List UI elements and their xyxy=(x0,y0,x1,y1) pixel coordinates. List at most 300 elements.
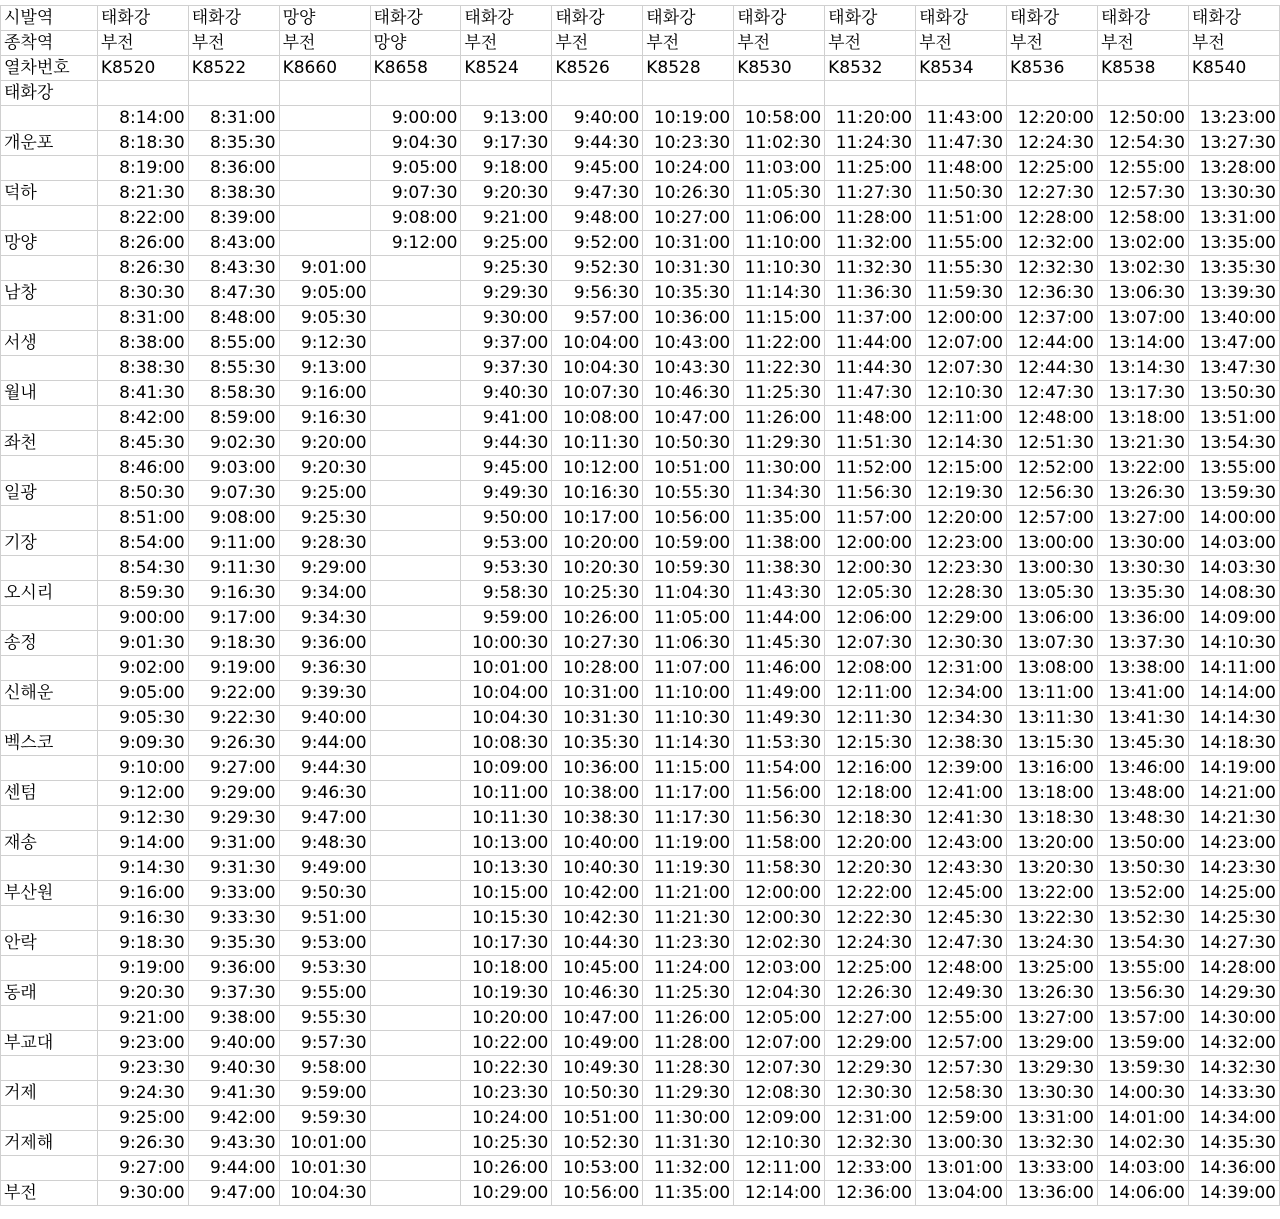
time-cell[interactable]: 12:11:00 xyxy=(825,681,916,706)
station-name-cell[interactable] xyxy=(1,306,98,331)
time-cell[interactable] xyxy=(370,506,461,531)
time-cell[interactable]: 9:49:00 xyxy=(279,856,370,881)
time-cell[interactable]: 11:25:30 xyxy=(643,981,734,1006)
station-name-cell[interactable] xyxy=(1,1056,98,1081)
time-cell[interactable]: 10:20:30 xyxy=(552,556,643,581)
time-cell[interactable]: 12:43:30 xyxy=(916,856,1007,881)
time-cell[interactable]: 13:04:00 xyxy=(916,1181,1007,1206)
time-cell[interactable]: 14:34:00 xyxy=(1188,1106,1279,1131)
time-cell[interactable]: 11:55:00 xyxy=(916,231,1007,256)
time-cell[interactable]: 11:45:30 xyxy=(734,631,825,656)
header-cell[interactable]: 부전 xyxy=(188,31,279,56)
time-cell[interactable]: 12:00:30 xyxy=(734,906,825,931)
time-cell[interactable]: 9:00:00 xyxy=(370,106,461,131)
time-cell[interactable]: 12:14:30 xyxy=(916,431,1007,456)
time-cell[interactable]: 9:38:00 xyxy=(188,1006,279,1031)
time-cell[interactable]: 9:42:00 xyxy=(188,1106,279,1131)
time-cell[interactable]: 10:22:00 xyxy=(461,1031,552,1056)
time-cell[interactable]: 11:03:00 xyxy=(734,156,825,181)
time-cell[interactable]: 9:41:30 xyxy=(188,1081,279,1106)
time-cell[interactable]: 9:27:00 xyxy=(97,1156,188,1181)
time-cell[interactable]: 12:07:30 xyxy=(734,1056,825,1081)
station-name-cell[interactable]: 부교대 xyxy=(1,1031,98,1056)
time-cell[interactable] xyxy=(370,456,461,481)
time-cell[interactable]: 8:58:30 xyxy=(188,381,279,406)
time-cell[interactable]: 11:28:30 xyxy=(643,1056,734,1081)
time-cell[interactable]: 14:39:00 xyxy=(1188,1181,1279,1206)
time-cell[interactable]: 14:32:00 xyxy=(1188,1031,1279,1056)
time-cell[interactable]: 13:27:30 xyxy=(1188,131,1279,156)
time-cell[interactable]: 13:36:00 xyxy=(1007,1181,1098,1206)
header-cell[interactable]: 태화강 xyxy=(825,6,916,31)
time-cell[interactable]: 11:36:30 xyxy=(825,281,916,306)
time-cell[interactable]: 10:26:30 xyxy=(643,181,734,206)
time-cell[interactable]: 9:29:00 xyxy=(279,556,370,581)
time-cell[interactable] xyxy=(370,581,461,606)
time-cell[interactable]: 8:54:00 xyxy=(97,531,188,556)
time-cell[interactable]: 12:58:30 xyxy=(916,1081,1007,1106)
time-cell[interactable]: 13:50:30 xyxy=(1097,856,1188,881)
time-cell[interactable] xyxy=(1007,81,1098,106)
station-name-cell[interactable]: 재송 xyxy=(1,831,98,856)
time-cell[interactable]: 12:20:30 xyxy=(825,856,916,881)
time-cell[interactable]: 10:42:30 xyxy=(552,906,643,931)
time-cell[interactable]: 11:28:00 xyxy=(825,206,916,231)
header-cell[interactable]: 태화강 xyxy=(1097,6,1188,31)
time-cell[interactable]: 10:16:30 xyxy=(552,481,643,506)
time-cell[interactable]: 12:39:00 xyxy=(916,756,1007,781)
time-cell[interactable]: 12:52:00 xyxy=(1007,456,1098,481)
time-cell[interactable]: 12:32:00 xyxy=(1007,231,1098,256)
time-cell[interactable]: 10:27:00 xyxy=(643,206,734,231)
time-cell[interactable]: 9:27:00 xyxy=(188,756,279,781)
time-cell[interactable]: 14:09:00 xyxy=(1188,606,1279,631)
time-cell[interactable]: 12:45:00 xyxy=(916,881,1007,906)
time-cell[interactable]: 9:05:00 xyxy=(370,156,461,181)
time-cell[interactable]: 13:18:00 xyxy=(1097,406,1188,431)
time-cell[interactable]: 12:28:30 xyxy=(916,581,1007,606)
time-cell[interactable]: 13:27:00 xyxy=(1007,1006,1098,1031)
time-cell[interactable]: 9:04:30 xyxy=(370,131,461,156)
time-cell[interactable]: 9:59:30 xyxy=(279,1106,370,1131)
time-cell[interactable]: 13:47:00 xyxy=(1188,331,1279,356)
time-cell[interactable]: 11:51:30 xyxy=(825,431,916,456)
time-cell[interactable]: 9:44:30 xyxy=(461,431,552,456)
time-cell[interactable]: 13:17:30 xyxy=(1097,381,1188,406)
time-cell[interactable]: 13:11:30 xyxy=(1007,706,1098,731)
time-cell[interactable]: 11:15:00 xyxy=(643,756,734,781)
time-cell[interactable]: 11:35:00 xyxy=(643,1181,734,1206)
time-cell[interactable]: 13:56:30 xyxy=(1097,981,1188,1006)
time-cell[interactable] xyxy=(97,81,188,106)
time-cell[interactable]: 10:49:30 xyxy=(552,1056,643,1081)
time-cell[interactable]: 13:32:30 xyxy=(1007,1131,1098,1156)
time-cell[interactable]: 12:47:30 xyxy=(916,931,1007,956)
time-cell[interactable] xyxy=(370,381,461,406)
time-cell[interactable] xyxy=(370,681,461,706)
time-cell[interactable]: 9:05:00 xyxy=(279,281,370,306)
time-cell[interactable]: 8:46:00 xyxy=(97,456,188,481)
time-cell[interactable]: 14:03:30 xyxy=(1188,556,1279,581)
time-cell[interactable]: 11:10:30 xyxy=(734,256,825,281)
time-cell[interactable] xyxy=(370,356,461,381)
time-cell[interactable]: 11:44:30 xyxy=(825,356,916,381)
time-cell[interactable] xyxy=(370,1156,461,1181)
time-cell[interactable]: 13:48:00 xyxy=(1097,781,1188,806)
station-name-cell[interactable]: 좌천 xyxy=(1,431,98,456)
time-cell[interactable]: 12:06:00 xyxy=(825,606,916,631)
time-cell[interactable] xyxy=(370,406,461,431)
time-cell[interactable]: 13:36:00 xyxy=(1097,606,1188,631)
header-cell[interactable]: K8536 xyxy=(1007,56,1098,81)
time-cell[interactable]: 13:22:30 xyxy=(1007,906,1098,931)
header-cell[interactable]: 태화강 xyxy=(552,6,643,31)
time-cell[interactable]: 13:26:30 xyxy=(1097,481,1188,506)
time-cell[interactable] xyxy=(370,1056,461,1081)
time-cell[interactable]: 9:39:30 xyxy=(279,681,370,706)
time-cell[interactable]: 11:51:00 xyxy=(916,206,1007,231)
time-cell[interactable]: 14:00:00 xyxy=(1188,506,1279,531)
time-cell[interactable]: 8:30:30 xyxy=(97,281,188,306)
time-cell[interactable]: 10:04:30 xyxy=(279,1181,370,1206)
time-cell[interactable]: 9:08:00 xyxy=(370,206,461,231)
time-cell[interactable]: 10:22:30 xyxy=(461,1056,552,1081)
time-cell[interactable]: 10:19:30 xyxy=(461,981,552,1006)
time-cell[interactable]: 10:52:30 xyxy=(552,1131,643,1156)
time-cell[interactable]: 12:02:30 xyxy=(734,931,825,956)
time-cell[interactable]: 12:10:30 xyxy=(734,1131,825,1156)
time-cell[interactable]: 10:15:30 xyxy=(461,906,552,931)
time-cell[interactable]: 12:11:00 xyxy=(734,1156,825,1181)
time-cell[interactable]: 12:08:00 xyxy=(825,656,916,681)
time-cell[interactable]: 9:53:00 xyxy=(461,531,552,556)
time-cell[interactable]: 11:05:00 xyxy=(643,606,734,631)
time-cell[interactable]: 14:21:00 xyxy=(1188,781,1279,806)
time-cell[interactable]: 9:49:30 xyxy=(461,481,552,506)
time-cell[interactable]: 10:58:00 xyxy=(734,106,825,131)
time-cell[interactable]: 14:03:00 xyxy=(1188,531,1279,556)
time-cell[interactable]: 12:56:30 xyxy=(1007,481,1098,506)
time-cell[interactable]: 12:16:00 xyxy=(825,756,916,781)
time-cell[interactable]: 11:14:30 xyxy=(643,731,734,756)
time-cell[interactable]: 8:47:30 xyxy=(188,281,279,306)
time-cell[interactable]: 12:43:00 xyxy=(916,831,1007,856)
header-cell[interactable]: 부전 xyxy=(825,31,916,56)
time-cell[interactable]: 13:29:00 xyxy=(1007,1031,1098,1056)
time-cell[interactable]: 11:26:00 xyxy=(734,406,825,431)
time-cell[interactable]: 10:23:30 xyxy=(643,131,734,156)
time-cell[interactable]: 11:59:30 xyxy=(916,281,1007,306)
station-name-cell[interactable]: 송정 xyxy=(1,631,98,656)
time-cell[interactable]: 10:31:30 xyxy=(552,706,643,731)
time-cell[interactable]: 11:25:30 xyxy=(734,381,825,406)
time-cell[interactable]: 12:33:00 xyxy=(825,1156,916,1181)
time-cell[interactable]: 9:36:00 xyxy=(279,631,370,656)
time-cell[interactable]: 11:43:00 xyxy=(916,106,1007,131)
time-cell[interactable] xyxy=(370,656,461,681)
time-cell[interactable] xyxy=(370,731,461,756)
time-cell[interactable]: 11:56:30 xyxy=(734,806,825,831)
time-cell[interactable]: 9:52:30 xyxy=(552,256,643,281)
time-cell[interactable]: 11:48:00 xyxy=(825,406,916,431)
time-cell[interactable]: 9:37:30 xyxy=(188,981,279,1006)
time-cell[interactable]: 9:21:00 xyxy=(97,1006,188,1031)
time-cell[interactable]: 12:07:00 xyxy=(916,331,1007,356)
time-cell[interactable]: 9:33:30 xyxy=(188,906,279,931)
time-cell[interactable]: 8:59:00 xyxy=(188,406,279,431)
time-cell[interactable]: 12:32:30 xyxy=(1007,256,1098,281)
time-cell[interactable]: 11:47:30 xyxy=(825,381,916,406)
time-cell[interactable]: 10:46:30 xyxy=(552,981,643,1006)
time-cell[interactable]: 11:30:00 xyxy=(734,456,825,481)
time-cell[interactable]: 10:04:30 xyxy=(552,356,643,381)
time-cell[interactable]: 9:24:30 xyxy=(97,1081,188,1106)
time-cell[interactable]: 11:44:00 xyxy=(825,331,916,356)
time-cell[interactable]: 12:03:00 xyxy=(734,956,825,981)
time-cell[interactable]: 12:11:30 xyxy=(825,706,916,731)
time-cell[interactable]: 12:29:00 xyxy=(916,606,1007,631)
time-cell[interactable]: 13:31:00 xyxy=(1188,206,1279,231)
time-cell[interactable] xyxy=(279,206,370,231)
time-cell[interactable]: 12:31:00 xyxy=(825,1106,916,1131)
time-cell[interactable]: 10:27:30 xyxy=(552,631,643,656)
time-cell[interactable]: 9:58:00 xyxy=(279,1056,370,1081)
time-cell[interactable]: 12:30:30 xyxy=(825,1081,916,1106)
time-cell[interactable] xyxy=(370,331,461,356)
station-name-cell[interactable]: 동래 xyxy=(1,981,98,1006)
station-name-cell[interactable] xyxy=(1,806,98,831)
time-cell[interactable]: 9:22:30 xyxy=(188,706,279,731)
station-name-cell[interactable] xyxy=(1,1106,98,1131)
time-cell[interactable]: 13:06:00 xyxy=(1007,606,1098,631)
time-cell[interactable]: 12:05:30 xyxy=(825,581,916,606)
time-cell[interactable]: 12:23:30 xyxy=(916,556,1007,581)
time-cell[interactable]: 9:44:30 xyxy=(552,131,643,156)
time-cell[interactable]: 9:20:30 xyxy=(279,456,370,481)
time-cell[interactable]: 10:01:00 xyxy=(279,1131,370,1156)
time-cell[interactable]: 14:00:30 xyxy=(1097,1081,1188,1106)
time-cell[interactable]: 13:46:00 xyxy=(1097,756,1188,781)
time-cell[interactable]: 13:30:30 xyxy=(1097,556,1188,581)
time-cell[interactable]: 13:07:00 xyxy=(1097,306,1188,331)
time-cell[interactable] xyxy=(370,1006,461,1031)
time-cell[interactable]: 9:45:00 xyxy=(461,456,552,481)
time-cell[interactable]: 11:24:30 xyxy=(825,131,916,156)
time-cell[interactable]: 9:16:00 xyxy=(279,381,370,406)
time-cell[interactable]: 13:30:30 xyxy=(1188,181,1279,206)
time-cell[interactable]: 9:23:30 xyxy=(97,1056,188,1081)
time-cell[interactable] xyxy=(370,306,461,331)
time-cell[interactable]: 11:06:30 xyxy=(643,631,734,656)
time-cell[interactable]: 12:30:30 xyxy=(916,631,1007,656)
time-cell[interactable]: 10:25:30 xyxy=(461,1131,552,1156)
time-cell[interactable]: 12:45:30 xyxy=(916,906,1007,931)
time-cell[interactable]: 13:06:30 xyxy=(1097,281,1188,306)
time-cell[interactable]: 13:45:30 xyxy=(1097,731,1188,756)
time-cell[interactable]: 12:09:00 xyxy=(734,1106,825,1131)
time-cell[interactable]: 12:18:30 xyxy=(825,806,916,831)
station-name-cell[interactable] xyxy=(1,906,98,931)
time-cell[interactable]: 9:09:30 xyxy=(97,731,188,756)
time-cell[interactable]: 10:42:00 xyxy=(552,881,643,906)
time-cell[interactable] xyxy=(370,856,461,881)
time-cell[interactable] xyxy=(370,906,461,931)
time-cell[interactable]: 9:37:30 xyxy=(461,356,552,381)
time-cell[interactable]: 10:24:00 xyxy=(461,1106,552,1131)
time-cell[interactable]: 10:24:00 xyxy=(643,156,734,181)
station-name-cell[interactable]: 거제해 xyxy=(1,1131,98,1156)
time-cell[interactable]: 14:35:30 xyxy=(1188,1131,1279,1156)
time-cell[interactable]: 12:32:30 xyxy=(825,1131,916,1156)
time-cell[interactable]: 10:26:00 xyxy=(552,606,643,631)
time-cell[interactable]: 11:31:30 xyxy=(643,1131,734,1156)
time-cell[interactable]: 8:35:30 xyxy=(188,131,279,156)
time-cell[interactable]: 8:54:30 xyxy=(97,556,188,581)
time-cell[interactable]: 11:29:30 xyxy=(734,431,825,456)
time-cell[interactable]: 14:33:30 xyxy=(1188,1081,1279,1106)
time-cell[interactable]: 12:29:30 xyxy=(825,1056,916,1081)
time-cell[interactable]: 8:50:30 xyxy=(97,481,188,506)
time-cell[interactable]: 9:47:30 xyxy=(552,181,643,206)
time-cell[interactable]: 13:23:00 xyxy=(1188,106,1279,131)
time-cell[interactable]: 10:07:30 xyxy=(552,381,643,406)
time-cell[interactable]: 10:43:30 xyxy=(643,356,734,381)
time-cell[interactable]: 9:16:30 xyxy=(188,581,279,606)
time-cell[interactable]: 9:48:30 xyxy=(279,831,370,856)
time-cell[interactable]: 12:14:00 xyxy=(734,1181,825,1206)
time-cell[interactable]: 8:43:30 xyxy=(188,256,279,281)
time-cell[interactable]: 12:49:30 xyxy=(916,981,1007,1006)
time-cell[interactable]: 10:04:00 xyxy=(461,681,552,706)
time-cell[interactable]: 12:28:00 xyxy=(1007,206,1098,231)
time-cell[interactable]: 8:38:00 xyxy=(97,331,188,356)
time-cell[interactable]: 10:31:00 xyxy=(643,231,734,256)
time-cell[interactable]: 13:31:00 xyxy=(1007,1106,1098,1131)
time-cell[interactable]: 11:56:00 xyxy=(734,781,825,806)
time-cell[interactable]: 9:43:30 xyxy=(188,1131,279,1156)
time-cell[interactable]: 10:20:00 xyxy=(461,1006,552,1031)
time-cell[interactable]: 10:38:00 xyxy=(552,781,643,806)
time-cell[interactable]: 8:31:00 xyxy=(97,306,188,331)
time-cell[interactable]: 14:36:00 xyxy=(1188,1156,1279,1181)
time-cell[interactable]: 9:44:30 xyxy=(279,756,370,781)
time-cell[interactable]: 9:18:00 xyxy=(461,156,552,181)
time-cell[interactable]: 10:19:00 xyxy=(643,106,734,131)
time-cell[interactable]: 8:26:00 xyxy=(97,231,188,256)
time-cell[interactable]: 9:30:00 xyxy=(97,1181,188,1206)
time-cell[interactable]: 11:07:00 xyxy=(643,656,734,681)
time-cell[interactable]: 11:04:30 xyxy=(643,581,734,606)
time-cell[interactable] xyxy=(279,181,370,206)
time-cell[interactable]: 10:26:00 xyxy=(461,1156,552,1181)
time-cell[interactable]: 9:25:30 xyxy=(279,506,370,531)
station-name-cell[interactable] xyxy=(1,756,98,781)
time-cell[interactable]: 13:41:30 xyxy=(1097,706,1188,731)
time-cell[interactable]: 10:38:30 xyxy=(552,806,643,831)
time-cell[interactable]: 10:11:30 xyxy=(461,806,552,831)
header-cell[interactable]: 부전 xyxy=(1007,31,1098,56)
header-cell[interactable]: 태화강 xyxy=(916,6,1007,31)
time-cell[interactable]: 9:34:00 xyxy=(279,581,370,606)
time-cell[interactable]: 13:20:30 xyxy=(1007,856,1098,881)
time-cell[interactable]: 11:17:30 xyxy=(643,806,734,831)
time-cell[interactable]: 9:11:00 xyxy=(188,531,279,556)
header-cell[interactable]: K8660 xyxy=(279,56,370,81)
time-cell[interactable]: 12:37:00 xyxy=(1007,306,1098,331)
station-name-cell[interactable] xyxy=(1,206,98,231)
time-cell[interactable]: 13:35:30 xyxy=(1188,256,1279,281)
time-cell[interactable]: 11:46:00 xyxy=(734,656,825,681)
time-cell[interactable]: 11:43:30 xyxy=(734,581,825,606)
time-cell[interactable]: 12:48:00 xyxy=(916,956,1007,981)
time-cell[interactable] xyxy=(370,806,461,831)
time-cell[interactable]: 12:08:30 xyxy=(734,1081,825,1106)
time-cell[interactable]: 13:00:30 xyxy=(916,1131,1007,1156)
time-cell[interactable]: 13:55:00 xyxy=(1188,456,1279,481)
time-cell[interactable]: 10:20:00 xyxy=(552,531,643,556)
time-cell[interactable] xyxy=(370,631,461,656)
time-cell[interactable]: 9:26:30 xyxy=(97,1131,188,1156)
time-cell[interactable]: 10:44:30 xyxy=(552,931,643,956)
time-cell[interactable]: 12:20:00 xyxy=(1007,106,1098,131)
header-cell[interactable]: 태화강 xyxy=(1188,6,1279,31)
station-name-cell[interactable]: 덕하 xyxy=(1,181,98,206)
header-label-cell[interactable]: 열차번호 xyxy=(1,56,98,81)
time-cell[interactable]: 11:30:00 xyxy=(643,1106,734,1131)
time-cell[interactable]: 9:20:30 xyxy=(97,981,188,1006)
time-cell[interactable]: 9:29:30 xyxy=(188,806,279,831)
time-cell[interactable]: 11:02:30 xyxy=(734,131,825,156)
header-cell[interactable]: K8522 xyxy=(188,56,279,81)
time-cell[interactable]: 10:31:00 xyxy=(552,681,643,706)
station-name-cell[interactable]: 개운포 xyxy=(1,131,98,156)
time-cell[interactable]: 14:14:00 xyxy=(1188,681,1279,706)
time-cell[interactable]: 9:41:00 xyxy=(461,406,552,431)
time-cell[interactable]: 14:08:30 xyxy=(1188,581,1279,606)
time-cell[interactable]: 13:40:00 xyxy=(1188,306,1279,331)
time-cell[interactable]: 12:29:00 xyxy=(825,1031,916,1056)
time-cell[interactable]: 13:59:30 xyxy=(1097,1056,1188,1081)
time-cell[interactable]: 13:26:30 xyxy=(1007,981,1098,1006)
time-cell[interactable]: 11:10:00 xyxy=(734,231,825,256)
time-cell[interactable]: 9:55:00 xyxy=(279,981,370,1006)
time-cell[interactable] xyxy=(370,981,461,1006)
time-cell[interactable]: 11:19:00 xyxy=(643,831,734,856)
time-cell[interactable]: 12:00:00 xyxy=(916,306,1007,331)
time-cell[interactable]: 9:56:30 xyxy=(552,281,643,306)
time-cell[interactable]: 10:50:30 xyxy=(552,1081,643,1106)
header-cell[interactable]: 부전 xyxy=(461,31,552,56)
time-cell[interactable]: 9:44:00 xyxy=(188,1156,279,1181)
time-cell[interactable]: 9:25:00 xyxy=(97,1106,188,1131)
time-cell[interactable]: 10:43:00 xyxy=(643,331,734,356)
time-cell[interactable]: 9:59:00 xyxy=(461,606,552,631)
time-cell[interactable]: 10:17:30 xyxy=(461,931,552,956)
time-cell[interactable] xyxy=(370,756,461,781)
time-cell[interactable] xyxy=(552,81,643,106)
time-cell[interactable]: 9:45:00 xyxy=(552,156,643,181)
time-cell[interactable]: 9:55:30 xyxy=(279,1006,370,1031)
time-cell[interactable]: 9:00:00 xyxy=(97,606,188,631)
time-cell[interactable]: 11:23:30 xyxy=(643,931,734,956)
time-cell[interactable]: 9:36:00 xyxy=(188,956,279,981)
time-cell[interactable]: 11:38:30 xyxy=(734,556,825,581)
time-cell[interactable]: 10:31:30 xyxy=(643,256,734,281)
station-name-cell[interactable]: 남창 xyxy=(1,281,98,306)
time-cell[interactable]: 9:44:00 xyxy=(279,731,370,756)
time-cell[interactable]: 9:25:00 xyxy=(279,481,370,506)
time-cell[interactable]: 13:00:30 xyxy=(1007,556,1098,581)
